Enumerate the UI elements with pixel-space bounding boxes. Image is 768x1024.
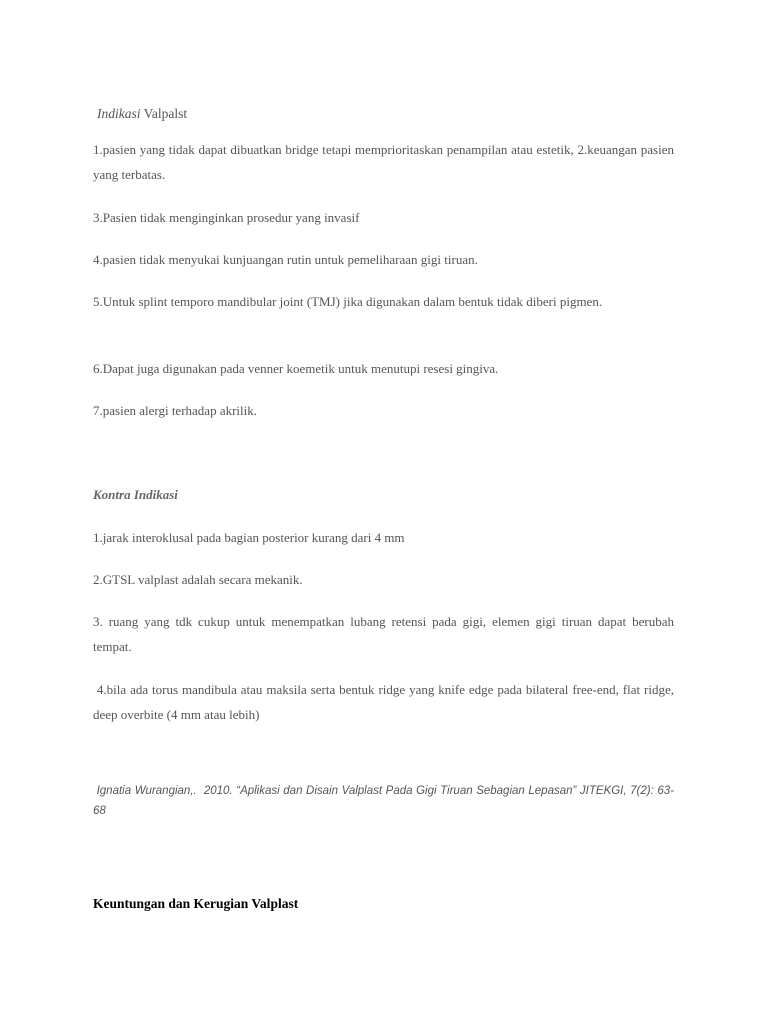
indikasi-item-1-2: 1.pasien yang tidak dapat dibuatkan bridge tetapi memprioritaskan penampilan atau estetik, 2.keuangan pasien yang terbatas. <box>93 142 674 182</box>
indikasi-item-5: 5.Untuk splint temporo mandibular joint (TMJ) jika digunakan dalam bentuk tidak diberi pigmen. <box>93 294 603 309</box>
indikasi-item-3: 3.Pasien tidak menginginkan prosedur yang invasif <box>93 210 360 225</box>
indikasi-item-6: 6.Dapat juga digunakan pada venner koemetik untuk menutupi resesi gingiva. <box>93 361 499 376</box>
indikasi-heading-italic: Indikasi <box>97 106 141 121</box>
kontra-item-4: 4.bila ada torus mandibula atau maksila serta bentuk ridge yang knife edge pada bilateral free-end, flat ridge, deep overbite (4 mm atau lebih) <box>93 682 678 722</box>
indikasi-heading <box>97 105 678 123</box>
kontra-item-3: 3. ruang yang tdk cukup untuk menempatkan lubang retensi pada gigi, elemen gigi tiruan dapat berubah tempat. <box>93 614 674 654</box>
indikasi-item-7: 7.pasien alergi terhadap akrilik. <box>93 403 258 418</box>
indikasi-item-4: 4.pasien tidak menyukai kunjuangan rutin untuk pemeliharaan gigi tiruan. <box>93 252 478 267</box>
kontra-indikasi-heading: Kontra Indikasi <box>93 487 178 502</box>
kontra-item-2: 2.GTSL valplast adalah secara mekanik. <box>93 572 303 587</box>
indikasi-heading-rest: Valpalst <box>140 106 188 121</box>
kontra-item-1: 1.jarak interoklusal pada bagian posterior kurang dari 4 mm <box>93 530 405 545</box>
keuntungan-heading: Keuntungan dan Kerugian Valplast <box>93 896 299 911</box>
citation: Ignatia Wurangian,. 2010. “Aplikasi dan Disain Valplast Pada Gigi Tiruan Sebagian Lepasan” JITEKGI, 7(2): 63-68 <box>93 785 675 817</box>
